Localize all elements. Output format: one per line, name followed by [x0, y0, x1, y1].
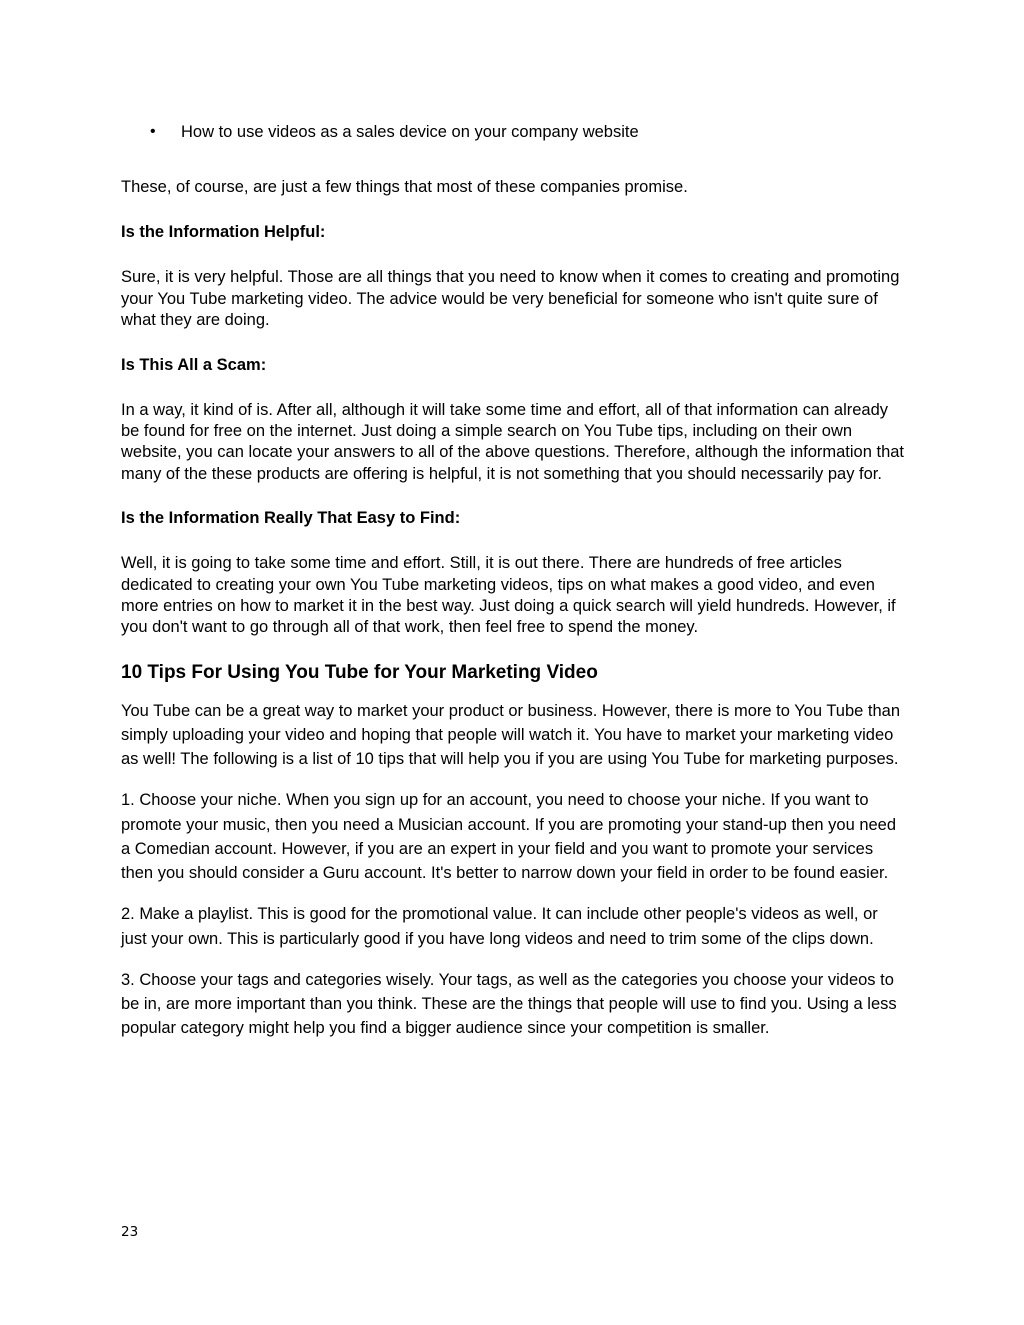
- section-body-scam: In a way, it kind of is. After all, although it will take some time and effort, all of that information can already be found for free on the internet. Just doing a simple search on You Tube tips, including on their own website, you can locate your answers to all of the above questions. Therefore, although the information that many of the these products are offering is helpful, it is not something that you should necessarily pay for.: [121, 400, 905, 483]
- page-number: 23: [121, 1224, 139, 1240]
- document-page: [121, 118, 906, 1040]
- tips-intro: You Tube can be a great way to market your product or business. However, there is more to You Tube than simply uploading your video and hoping that people will watch it. You have to market your marketing video as well! The following is a list of 10 tips that will help you if you are using You Tube for marketing purposes.: [121, 701, 901, 769]
- tip-item: 1. Choose your niche. When you sign up for an account, you need to choose your niche. If you want to promote your music, then you need a Musician account. If you are promoting your stand-up then you need a Comedian account. However, if you are an expert in your field and you want to promote your services then you should consider a Guru account. It's better to narrow down your field in order to be found easier.: [121, 791, 897, 883]
- tip-item: 2. Make a playlist. This is good for the promotional value. It can include other people's videos as well, or just your own. This is particularly good if you have long videos and need to trim some of the clips down.: [121, 905, 878, 948]
- section-body-easy-to-find: Well, it is going to take some time and effort. Still, it is out there. There are hundreds of free articles dedicated to creating your own You Tube marketing videos, tips on what makes a good video, and even more entries on how to market it in the best way. Just doing a quick search will yield hundreds. However, if you don't want to go through all of that work, then feel free to spend the money.: [121, 554, 896, 637]
- intro-paragraph: These, of course, are just a few things that most of these companies promise.: [121, 178, 688, 196]
- bullet-list: [121, 118, 906, 146]
- bullet-item-text: How to use videos as a sales device on your company website: [181, 123, 639, 141]
- section-body-helpful: Sure, it is very helpful. Those are all things that you need to know when it comes to creating and promoting your You Tube marketing video. The advice would be very beneficial for someone who isn't quite sure of what they are doing.: [121, 268, 900, 330]
- section-heading-helpful: Is the Information Helpful:: [121, 223, 326, 242]
- section-heading-scam: Is This All a Scam:: [121, 355, 267, 374]
- tip-item: 3. Choose your tags and categories wisely. Your tags, as well as the categories you choose your videos to be in, are more important than you think. These are the things that people will use to find you. Using a less popular category might help you find a bigger audience since your competition is smaller.: [121, 970, 897, 1038]
- section-heading-easy-to-find: Is the Information Really That Easy to Find:: [121, 509, 461, 528]
- bullet-item: [121, 118, 906, 146]
- tips-heading: 10 Tips For Using You Tube for Your Marketing Video: [121, 661, 598, 683]
- bullet-dot-icon: •: [150, 123, 156, 140]
